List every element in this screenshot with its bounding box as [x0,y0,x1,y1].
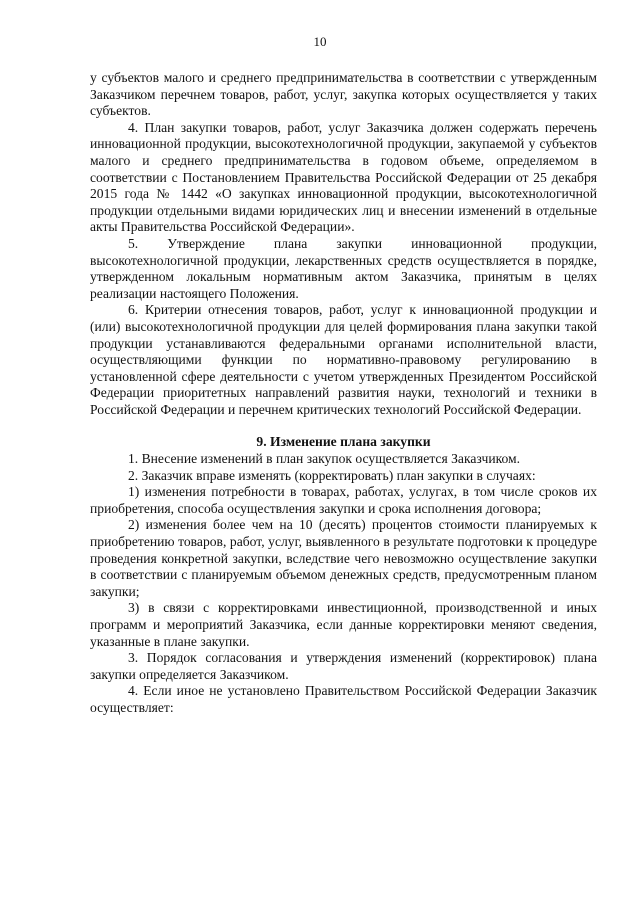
paragraph-continuation: у субъектов малого и среднего предпринимательства в соответствии с утвержденным Заказчиком перечнем товаров, работ, услуг, закупка которых осуществляется у таких субъектов. [90,70,597,119]
section-item-3: 3. Порядок согласования и утверждения изменений (корректировок) плана закупки определяется Заказчиком. [90,650,597,682]
subitem-3: 3) в связи с корректировками инвестиционной, производственной и иных программ и мероприятий Заказчика, если данные корректировки меняют сведения, указанные в плане закупки. [90,600,597,649]
section-heading: 9. Изменение плана закупки [256,434,431,450]
section-item-2: 2. Заказчик вправе изменять (корректировать) план закупки в случаях: [128,467,536,483]
paragraph-item-5: 5. Утверждение плана закупки инновационной продукции, высокотехнологичной продукции, лекарственных средств осуществляется в порядке, утвержденном локальным нормативным актом Заказчика, принятым в целях реализации настоящего Положения. [90,235,597,301]
subitem-1: 1) изменения потребности в товарах, работах, услугах, в том числе сроков их приобретения, способа осуществления закупки и срока исполнения договора; [90,484,597,516]
paragraph-item-6: 6. Критерии отнесения товаров, работ, услуг к инновационной продукции и (или) высокотехнологичной продукции для целей формирования плана закупки такой продукции устанавливаются федеральными органами исполнительной власти, осуществляющими функции по нормативно-правовому регулированию в установленной сфере деятельности с учетом утвержденных Президентом Российской Федерации приоритетных направлений развития науки, технологий и техники в Российской Федерации и перечнем критических технологий Российской Федерации. [90,302,597,417]
page-number: 10 [313,34,327,49]
section-item-1: 1. Внесение изменений в план закупок осуществляется Заказчиком. [128,451,521,467]
paragraph-item-4: 4. План закупки товаров, работ, услуг Заказчика должен содержать перечень инновационной продукции, высокотехнологичной продукции, закупаемой у субъектов малого и среднего предпринимательства в годовом объеме, определяемом в соответствии с Постановлением Правительства Российской Федерации от 25 декабря 2015 года № 1442 «О закупках инновационной продукции, высокотехнологичной продукции отдельными видами юридических лиц и внесении изменений в отдельные акты Правительства Российской Федерации». [90,119,597,235]
subitem-2: 2) изменения более чем на 10 (десять) процентов стоимости планируемых к приобретению товаров, работ, услуг, выявленного в результате подготовки к процедуре проведения конкретной закупки, вследствие чего невозможно осуществление закупки в соответствии с планируемым объемом денежных средств, предусмотренным планом закупки; [90,517,597,599]
document-body [90,70,597,717]
section-item-4: 4. Если иное не установлено Правительством Российской Федерации Заказчик осуществляет: [90,683,597,715]
